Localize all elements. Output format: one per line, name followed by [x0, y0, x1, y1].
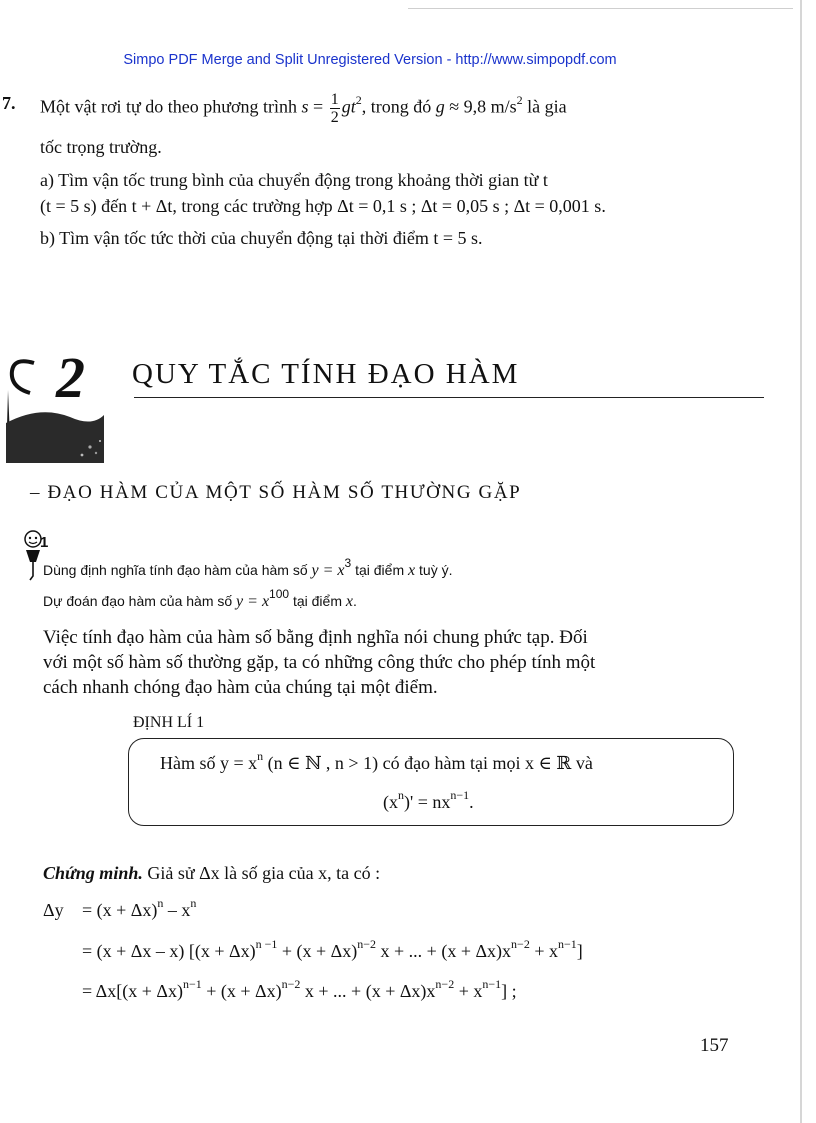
section-number: 2 — [56, 345, 85, 410]
activity-line-1: Dùng định nghĩa tính đạo hàm của hàm số $y = x^3$ tại điểm x tuỳ ý. — [43, 556, 453, 579]
exercise-7-line-2: tốc trọng trường. — [40, 137, 162, 157]
page-number: 157 — [700, 1035, 729, 1056]
watermark-banner: Simpo PDF Merge and Split Unregistered Version - http://www.simpopdf.com — [123, 52, 617, 68]
proof-line-1: = $(x + \Delta x)^n - x^n$ — [82, 896, 197, 920]
proof-line-2: = (x + Δx – x) [$(x + \Delta x)^{n -1} + (x + \Delta x)^{n-2}$ x + ... + $(x + \Delta x)x^{n-2} + x^{n-1}$] — [82, 937, 583, 961]
intro-line-3: cách nhanh chóng đạo hàm của chúng tại một điểm. — [43, 677, 438, 698]
intro-line-2: với một số hàm số thường gặp, ta có những công thức cho phép tính một — [43, 652, 596, 673]
proof-delta-y: Δy — [43, 900, 64, 920]
intro-line-1: Việc tính đạo hàm của hàm số bằng định nghĩa nói chung phức tạp. Đối — [43, 627, 588, 648]
exercise-7-part-b: b) Tìm vận tốc tức thời của chuyển động tại thời điểm t = 5 s. — [40, 228, 483, 248]
activity-number: 1 — [40, 534, 49, 551]
section-number-decoration — [0, 335, 140, 465]
theorem-label: ĐỊNH LÍ 1 — [133, 714, 205, 731]
subsection-heading: – ĐẠO HÀM CỦA MỘT SỐ HÀM SỐ THƯỜNG GẶP — [30, 482, 522, 503]
top-border-line — [408, 8, 793, 9]
right-page-edge — [800, 0, 802, 1123]
activity-line-2: Dự đoán đạo hàm của hàm số $y = x^{100}$ tại điểm x. — [43, 587, 357, 610]
exercise-7-part-a-line-1: a) Tìm vận tốc trung bình của chuyển động trong khoảng thời gian từ t — [40, 170, 548, 190]
exercise-7-part-a-line-2: (t = 5 s) đến t + Δt, trong các trường hợp Δt = 0,1 s ; Δt = 0,05 s ; Δt = 0,001 s. — [40, 196, 606, 216]
proof-line-3: = $\Delta x[(x + \Delta x)^{n-1} + (x + \Delta x)^{n-2}$ x + ... + $(x + \Delta x)x^{n-2} + x^{n-1}$] ; — [82, 977, 517, 1001]
section-title: QUY TẮC TÍNH ĐẠO HÀM — [132, 358, 520, 390]
theorem-formula: $(x^n)' = nx^{n-1}$. — [383, 788, 474, 812]
exercise-7-line-1: Một vật rơi tự do theo phương trình s = $\frac{1}{2}$ $gt^2$, trong đó g ≈ 9,8 $m/s^2$ là gia — [40, 91, 567, 126]
theorem-line-1: Hàm số $y = x^n$ (n ∈ ℕ , n > 1) có đạo hàm tại mọi x ∈ ℝ và — [160, 749, 593, 773]
section-title-rule — [134, 397, 764, 398]
exercise-number: 7. — [2, 93, 16, 113]
fraction-one-half: $\frac{1}{2}$ — [330, 91, 339, 126]
proof-intro: Chứng minh. Giả sử Δx là số gia của x, ta có : — [43, 863, 381, 883]
